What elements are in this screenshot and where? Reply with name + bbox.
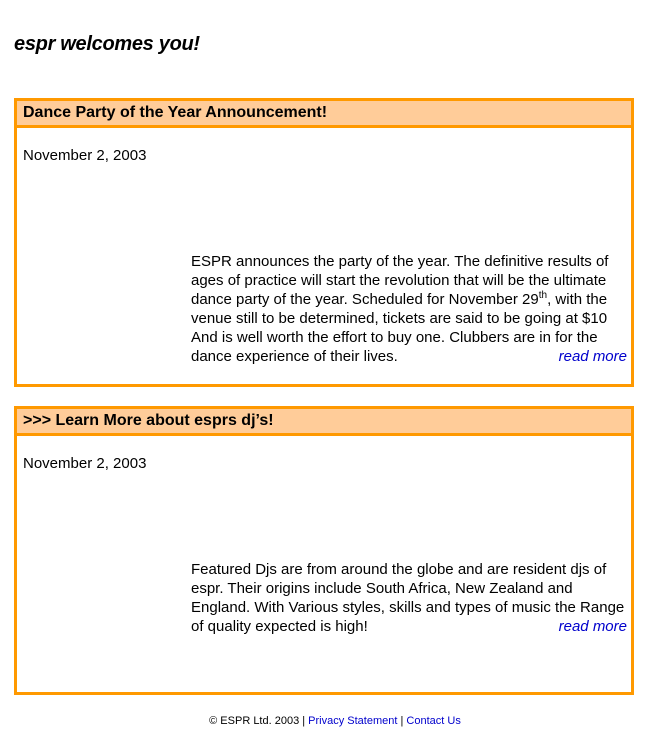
footer-separator: | bbox=[400, 715, 404, 727]
article-body-text-cont: , with the venue still to be determined, tickets are said to be going at $10 And is well worth the effort to buy one. Clubbers are in for the dance experience of their lives. bbox=[191, 291, 608, 365]
contact-us-link[interactable]: Contact Us bbox=[406, 715, 461, 727]
article-box-djs bbox=[14, 406, 634, 695]
footer bbox=[0, 715, 670, 727]
read-more-link[interactable]: read more bbox=[558, 348, 627, 365]
article-body-text: ESPR announces the party of the year. The definitive results of ages of practice will start the revolution that will be the ultimate dance party of the year. Scheduled for November 29 bbox=[191, 253, 609, 308]
article-body bbox=[191, 560, 627, 636]
article-body-text: Featured Djs are from around the globe and are resident djs of espr. Their origins include South Africa, New Zealand and England. With Various styles, skills and types of music the Range of quality expected is high! bbox=[191, 561, 625, 635]
article-title: >>> Learn More about esprs dj’s! bbox=[17, 409, 631, 436]
footer-copyright: © ESPR Ltd. 2003 bbox=[209, 715, 300, 727]
read-more-link[interactable]: read more bbox=[558, 618, 627, 635]
article-title: Dance Party of the Year Announcement! bbox=[17, 101, 631, 128]
welcome-heading: espr welcomes you! bbox=[14, 33, 200, 55]
privacy-statement-link[interactable]: Privacy Statement bbox=[308, 715, 398, 727]
article-date: November 2, 2003 bbox=[23, 455, 147, 472]
footer-separator: | bbox=[302, 715, 306, 727]
article-body-superscript: th bbox=[538, 290, 548, 301]
article-box-party bbox=[14, 98, 634, 387]
article-body bbox=[191, 252, 627, 366]
article-date: November 2, 2003 bbox=[23, 147, 147, 164]
